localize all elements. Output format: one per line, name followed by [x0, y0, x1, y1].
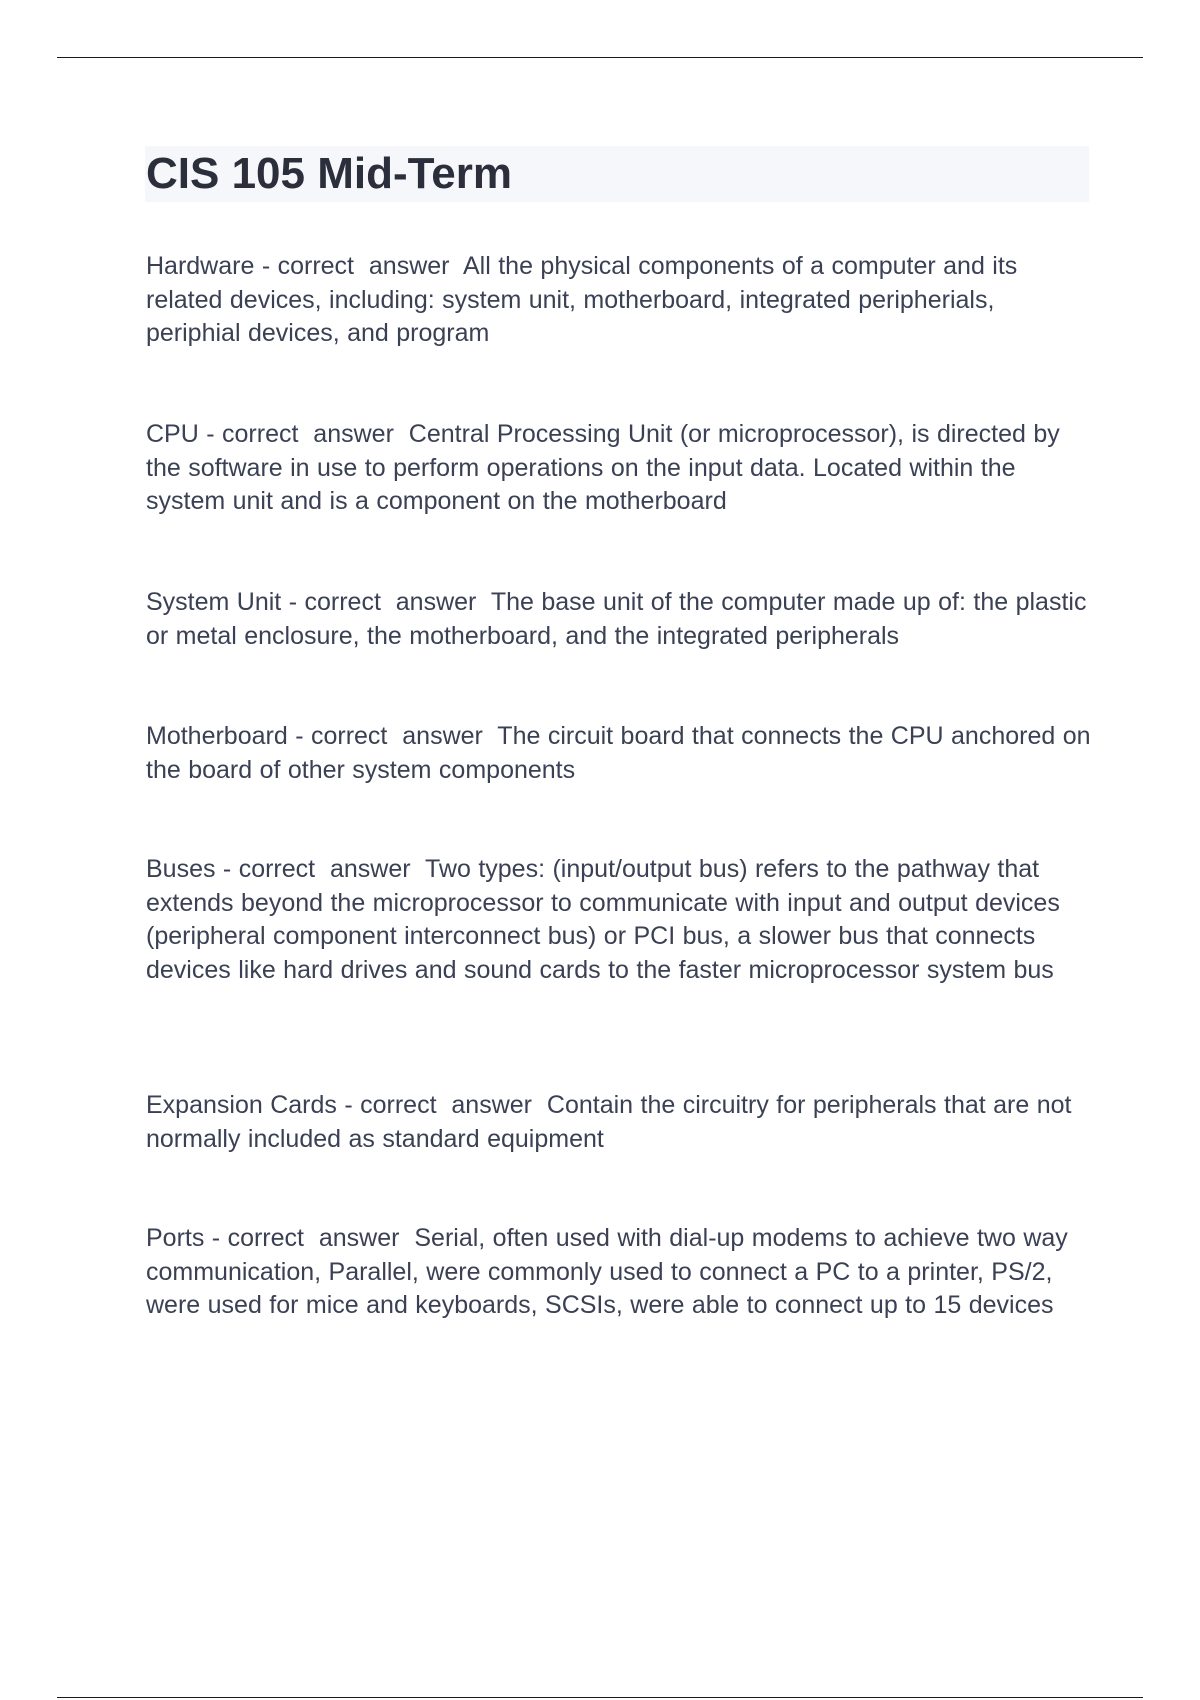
page-title: CIS 105 Mid-Term [146, 149, 512, 198]
entry-term: Buses [146, 855, 216, 883]
entry-definition: The circuit board that connects the CPU anchored on the board of other system components [146, 722, 1091, 784]
entry-term: Motherboard [146, 722, 288, 750]
top-rule [57, 57, 1143, 58]
entry-term: Expansion Cards [146, 1091, 337, 1119]
entry-definition: Central Processing Unit (or microprocessor), is directed by the software in use to perform operations on the input data. Located within the system unit and is a component on the motherboard [146, 420, 1060, 515]
entry-motherboard [146, 720, 1096, 787]
entry-definition: Serial, often used with dial-up modems to achieve two way communication, Parallel, were commonly used to connect a PC to a printer, PS/2, were used for mice and keyboards, SCSIs, were able to connect up to 15 devices [146, 1224, 1068, 1319]
entry-term: Ports [146, 1224, 205, 1252]
entry-ports [146, 1222, 1096, 1323]
entry-buses [146, 853, 1096, 987]
entry-hardware [146, 250, 1096, 351]
entry-term: System Unit [146, 588, 282, 616]
entry-term: CPU [146, 420, 199, 448]
entry-definition: Contain the circuitry for peripherals that are not normally included as standard equipment [146, 1091, 1072, 1153]
entry-definition: All the physical components of a computer and its related devices, including: system unit, motherboard, integrated peripherials, periphial devices, and program [146, 252, 1018, 347]
entry-separator: - correct answer [204, 1224, 415, 1252]
entry-separator: - correct answer [254, 252, 463, 280]
entry-separator: - correct answer [281, 588, 491, 616]
entry-cpu [146, 418, 1096, 519]
entry-definition: Two types: (input/output bus) refers to the pathway that extends beyond the microprocessor to communicate with input and output devices (peripheral component interconnect bus) or PCI bus, a slower bus that connects devices like hard drives and sound cards to the faster microprocessor system bus [146, 855, 1060, 984]
entry-definition: The base unit of the computer made up of: the plastic or metal enclosure, the motherboard, and the integrated peripherals [146, 588, 1087, 650]
entry-separator: - correct answer [287, 722, 498, 750]
bottom-rule [57, 1697, 1143, 1698]
entry-separator: - correct answer [198, 420, 409, 448]
entry-system-unit [146, 586, 1096, 653]
entry-term: Hardware [146, 252, 255, 280]
entry-expansion-cards [146, 1089, 1096, 1156]
entry-separator: - correct answer [336, 1091, 547, 1119]
entry-separator: - correct answer [215, 855, 426, 883]
